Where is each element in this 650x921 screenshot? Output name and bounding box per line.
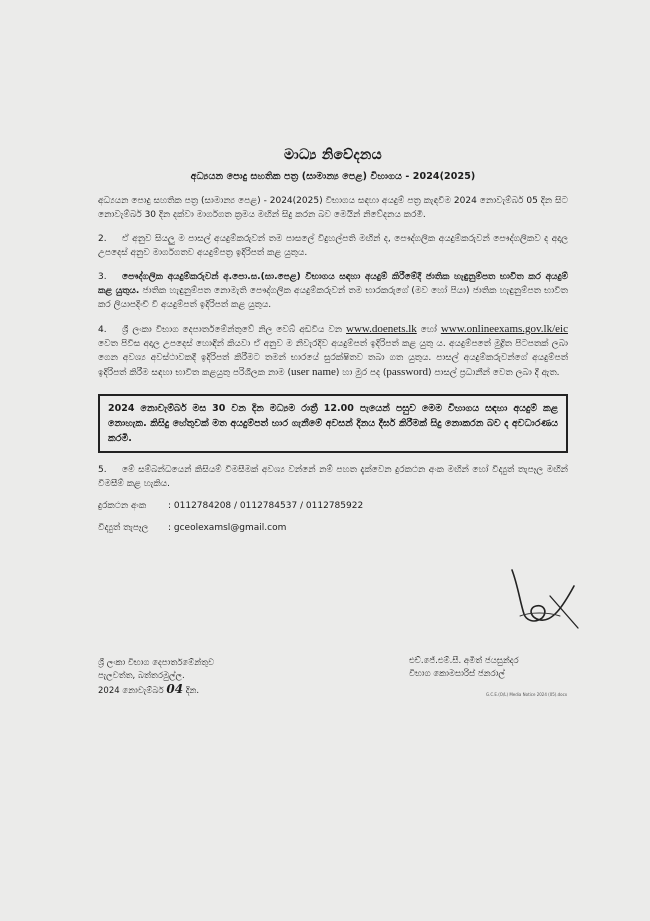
paragraph-5: 5. මේ සම්බන්ධයෙන් කිසියම් විමසීමක් අවශ්‍ය වන්නේ නම් පහත දැක්වෙන දුරකථන අංක මඟින් හෝ විද්‍යුත් තැපෑල මඟින් විමසීම් කළ හැකිය. — [98, 465, 568, 489]
document-reference: G.C.E.(O/L) Media Notice 2024 (05).docx — [486, 692, 568, 697]
signatory-title: විභාග කොමසාරිස් ජනරාල් — [409, 669, 505, 679]
paragraph-3: 3. පෞද්ගලික අයදුම්කරුවන් අ.පො.ස.(සා.පෙළ) විභාගය සඳහා අයදුම් කිරීමේදී ජාතික හැඳුනුම්පත භාවිත කර අයදුම් කළ යුතුය. ජාතික හැඳුනුම්පත නොමැති පෞද්ගලික අයදුම්කරුවන් තම භාරකරුගේ (මව හෝ පියා) ජාතික හැඳුනුම්පත භාවිත කර ලියාපදිංචි වී අයදුම්පත් ඉදිරිපත් කළ යුතුය. — [98, 272, 568, 310]
issue-date: 2024 නොවැම්බර් 04 දින. — [98, 682, 200, 696]
handwritten-day: 04 — [166, 682, 184, 696]
issuer-block — [98, 657, 318, 698]
issuer-line-1: ශ්‍රී ලංකා විභාග දෙපාර්තමේන්තුව — [98, 658, 215, 668]
issuer-line-2: පැලවත්ත, බත්තරමුල්ල. — [98, 671, 185, 681]
signatory-name: එච්.ජේ.එම්.සී. අමිත් ජයසුන්දර — [409, 656, 519, 666]
paragraph-number: 5. — [98, 465, 107, 475]
contact-details — [98, 499, 568, 535]
signatory-block — [409, 655, 569, 681]
page-title: මාධ්‍ය නිවේදනය — [284, 147, 382, 163]
paragraph-1: අධ්‍යයන පොදු සහතික පත්‍ර (සාමාන්‍ය පෙළ) - 2024(2025) විභාගය සඳහා අයදුම් පත්‍ර කැඳවීම 2024 නොවැම්බර් 05 දින සිට නොවැම්බර් 30 දින දක්වා මාර්ගගත ක්‍රමය මඟින් සිදු කරන බව මෙයින් නිවේදනය කරමි. — [98, 196, 568, 220]
paragraph-2: 2. ඒ අනුව සියලු ම පාසල් අයදුම්කරුවන් තම පාසලේ විදුහල්පති මඟින් ද, පෞද්ගලික අයදුම්කරුවන් පෞද්ගලිකව ද අදාල උපදෙස් අනුව මාර්ගගතව අයදුම්පත්‍ර ඉදිරිපත් කළ යුතුය. — [98, 234, 568, 258]
phone-row — [98, 499, 568, 513]
page-subtitle: අධ්‍යයන පොදු සහතික පත්‍ර (සාමාන්‍ය පෙළ) විභාගය - 2024(2025) — [190, 171, 476, 182]
paragraph-number: 4. — [98, 325, 107, 335]
onlineexams-link[interactable]: www.onlineexams.gov.lk/eic — [440, 323, 568, 335]
paragraph-number: 3. — [98, 272, 107, 282]
email-value[interactable]: : gceolexamsl@gmail.com — [168, 523, 287, 533]
paragraph-3-emphasis: පෞද්ගලික අයදුම්කරුවන් අ.පො.ස.(සා.පෙළ) විභාගය සඳහා අයදුම් කිරීමේදී ජාතික හැඳුනුම්පත භාවිත කර අයදුම් කළ යුතුය. — [98, 272, 568, 296]
phone-label: දුරකථන අංක — [98, 501, 147, 511]
deadline-notice-box: 2024 නොවැම්බර් මස 30 වන දින මධ්‍යම රාත්‍රී 12.00 පැයෙන් පසුව මෙම විභාගය සඳහා අයදුම් කළ නොහැක. කිසිදු හේතුවක් මත අයදුම්පත් භාර ගැනීමේ අවසන් දිනය දීර්ඝ කිරීමක් සිදු නොකරන බව ද අවධාරණය කරමි. — [98, 394, 568, 453]
media-notice-body — [98, 146, 568, 535]
email-row — [98, 521, 568, 535]
signature-image — [490, 556, 590, 636]
paragraph-4: 4. ශ්‍රී ලංකා විභාග දෙපාර්තමේන්තුවේ නිල වෙබ් අඩවිය වන www.doenets.lk හෝ www.onlineexams.gov.lk/eic වෙත පිවිස අදාල උපදෙස් හොඳින් කියවා ඒ අනුව ම නිවැරදිව අයදුම්පත් ඉදිරිපත් කළ යුතු ය. අයදුම්පතේ මුද්‍රිත පිටපතක් ලබා ගෙන අවශ්‍ය අවස්ථාවකදී ඉදිරිපත් කිරීමට තමන් භාරයේ සුරක්ෂිතව තබා ගත යුතුය. පාසල් අයදුම්කරුවන්ගේ අයදුම්පත් ඉදිරිපත් කිරීම සඳහා භාවිත කළයුතු පරිශීලක නාම (user name) හා මුර පද (password) පාසල් ප්‍රධානීන් වෙත ලබා දී ඇත. — [98, 323, 568, 378]
paragraph-number: 2. — [98, 234, 107, 244]
doenets-link[interactable]: www.doenets.lk — [346, 323, 417, 335]
email-label: විද්‍යුත් තැපෑල — [98, 523, 149, 533]
phone-value: : 0112784208 / 0112784537 / 0112785922 — [168, 501, 364, 511]
